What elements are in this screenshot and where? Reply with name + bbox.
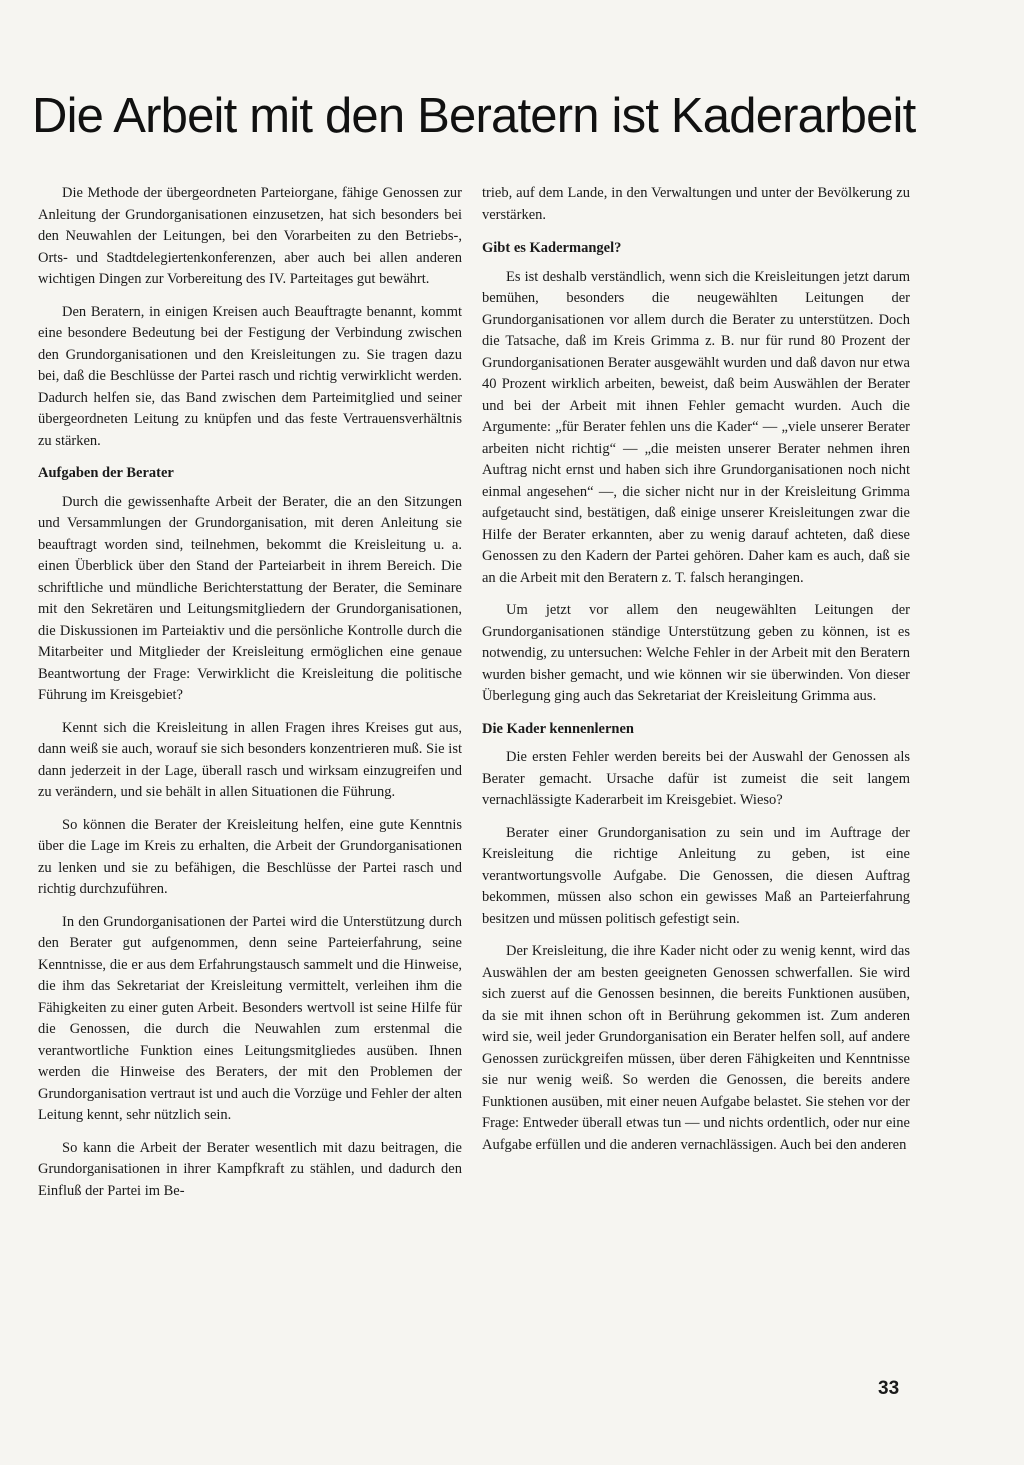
left-column	[38, 183, 462, 1213]
paragraph: Es ist deshalb verständlich, wenn sich die Kreisleitungen jetzt darum bemühen, besonders die neugewählten Leitungen der Grundorganisationen vor allem durch die Berater zu unterstützen. Doch die Tatsache, daß im Kreis Grimma z. B. nur für rund 80 Prozent der Grundorganisationen Berater ausgewählt wurden und daß davon nur etwa 40 Prozent wirklich arbeiten, beweist, daß beim Auswählen der Berater und bei der Arbeit mit ihnen Fehler gemacht wurden. Auch die Argumente: „für Berater fehlen uns die Kader“ — „viele unserer Berater arbeiten nicht richtig“ — „die meisten unserer Berater nehmen ihren Auftrag nicht ernst und haben sich ihre Grundorganisationen noch nicht einmal angesehen“ —, die sicher nicht nur in der Kreisleitung Grimma aufgetaucht sind, bestätigen, daß einige unserer Kreisleitungen zwar die Hilfe der Berater erkannten, aber zu wenig darauf achteten, daß diese Genossen zu den Kadern der Partei gehören. Daher kam es auch, daß sie an die Arbeit mit den Beratern z. T. falsch herangingen.	[482, 268, 910, 586]
paragraph: Den Beratern, in einigen Kreisen auch Beauftragte benannt, kommt eine besondere Bedeutung bei der Festigung der Verbindung zwischen den Grundorganisationen und den Kreisleitungen zu. Sie tragen dazu bei, daß die Beschlüsse der Partei rasch und richtig verwirklicht werden. Dadurch helfen sie, das Band zwischen dem Parteimitglied und seiner übergeordneten Leitung zu knüpfen und das feste Vertrauensverhältnis zu stärken.	[38, 303, 462, 449]
paragraph: Berater einer Grundorganisation zu sein und im Auftrage der Kreisleitung die richtige Anleitung zu geben, ist eine verantwortungsvolle Aufgabe. Die Genossen, die diesen Auftrag bekommen, müssen also schon ein gewisses Maß an Parteierfahrung besitzen und müssen politisch gefestigt sein.	[482, 824, 910, 927]
page-number: 33	[878, 1378, 900, 1399]
paragraph: Die ersten Fehler werden bereits bei der Auswahl der Genossen als Berater gemacht. Ursache dafür ist zumeist die seit langem vernachlässigte Kaderarbeit im Kreisgebiet. Wieso?	[482, 749, 910, 808]
paragraph: Der Kreisleitung, die ihre Kader nicht oder zu wenig kennt, wird das Auswählen der am besten geeigneten Genossen schwerfallen. Sie wird sich zuerst auf die Genossen besinnen, die bereits Funktionen ausüben, da sie mit ihnen schon oft in Berührung gekommen ist. Zum anderen wird sie, weil jeder Grundorganisation ein Berater helfen soll, auf andere Genossen zurückgreifen müssen, über deren Fähigkeiten und Kenntnisse sie nur wenig weiß. So werden die Genossen, die bereits andere Funktionen ausüben, mit einer neuen Aufgabe belastet. Sie stehen vor der Frage: Entweder überall etwas tun — und nichts ordentlich, oder nur eine Aufgabe erfüllen und die anderen vernachlässigen. Auch bei den anderen	[482, 943, 910, 1153]
section-heading: Aufgaben der Berater	[38, 465, 174, 481]
paragraph: trieb, auf dem Lande, in den Verwaltungen und unter der Bevölkerung zu verstärken.	[482, 185, 910, 223]
paragraph: So können die Berater der Kreisleitung helfen, eine gute Kenntnis über die Lage im Kreis zu erhalten, die Arbeit der Grundorganisationen zu lenken und sie zu befähigen, die Beschlüsse der Partei rasch und richtig durchzuführen.	[38, 816, 462, 897]
paragraph: Durch die gewissenhafte Arbeit der Berater, die an den Sitzungen und Versammlungen der Grundorganisation, mit deren Anleitung sie beauftragt worden sind, teilnehmen, bekommt die Kreisleitung u. a. einen Überblick über den Stand der Parteiarbeit in ihrem Bereich. Die schriftliche und mündliche Berichterstattung der Berater, die Seminare mit den Sekretären und Leitungsmitgliedern der Grundorganisationen, die Diskussionen im Parteiaktiv und die persönliche Kontrolle durch die Mitarbeiter und Mitglieder der Kreisleitung ermöglichen eine genaue Beantwortung der Frage: Verwirklicht die Kreisleitung die politische Führung im Kreisgebiet?	[38, 493, 462, 703]
paragraph: Die Methode der übergeordneten Parteiorgane, fähige Genossen zur Anleitung der Grundorganisationen einzusetzen, hat sich besonders bei den Neuwahlen der Leitungen, bei den Vorarbeiten zu den Betriebs-, Orts- und Stadtdelegiertenkonferenzen, aber auch bei allen anderen wichtigen Dingen zur Vorbereitung des IV. Parteitages gut bewährt.	[38, 185, 462, 287]
section-heading: Gibt es Kadermangel?	[482, 240, 622, 256]
paragraph: In den Grundorganisationen der Partei wird die Unterstützung durch den Berater gut aufgenommen, denn seine Parteierfahrung, seine Kenntnisse, die er aus dem Erfahrungstausch sammelt und die Hinweise, die ihm das Sekretariat der Kreisleitung vermittelt, verleihen ihm die Fähigkeiten zu einer guten Arbeit. Besonders wertvoll ist seine Hilfe für die Genossen, die durch die Neuwahlen zum erstenmal die verantwortliche Funktion eines Leitungsmitgliedes ausüben. Ihnen werden die Hinweise des Beraters, der mit den Problemen der Grundorganisation vertraut ist und auch die Vorzüge und Fehler der alten Leitung kennt, sehr nützlich sein.	[38, 913, 462, 1123]
right-column	[482, 183, 910, 1167]
paragraph: So kann die Arbeit der Berater wesentlich mit dazu beitragen, die Grundorganisationen in ihrer Kampfkraft zu stählen, und dadurch den Einfluß der Partei im Be-	[38, 1139, 462, 1199]
paragraph: Kennt sich die Kreisleitung in allen Fragen ihres Kreises gut aus, dann weiß sie auch, worauf sie sich besonders konzentrieren muß. Sie ist dann jederzeit in der Lage, überall rasch und wirksam einzugreifen und zu verändern, und sie behält in allen Situationen die Führung.	[38, 719, 462, 800]
article-title: Die Arbeit mit den Beratern ist Kaderarbeit	[32, 89, 916, 143]
paragraph: Um jetzt vor allem den neugewählten Leitungen der Grundorganisationen ständige Unterstützung geben zu können, ist es notwendig, zu untersuchen: Welche Fehler in der Arbeit mit den Beratern wurden bisher gemacht, und wie können wir sie überwinden. Von dieser Überlegung ging auch das Sekretariat der Kreisleitung Grimma aus.	[482, 602, 910, 704]
section-heading: Die Kader kennenlernen	[482, 720, 634, 737]
